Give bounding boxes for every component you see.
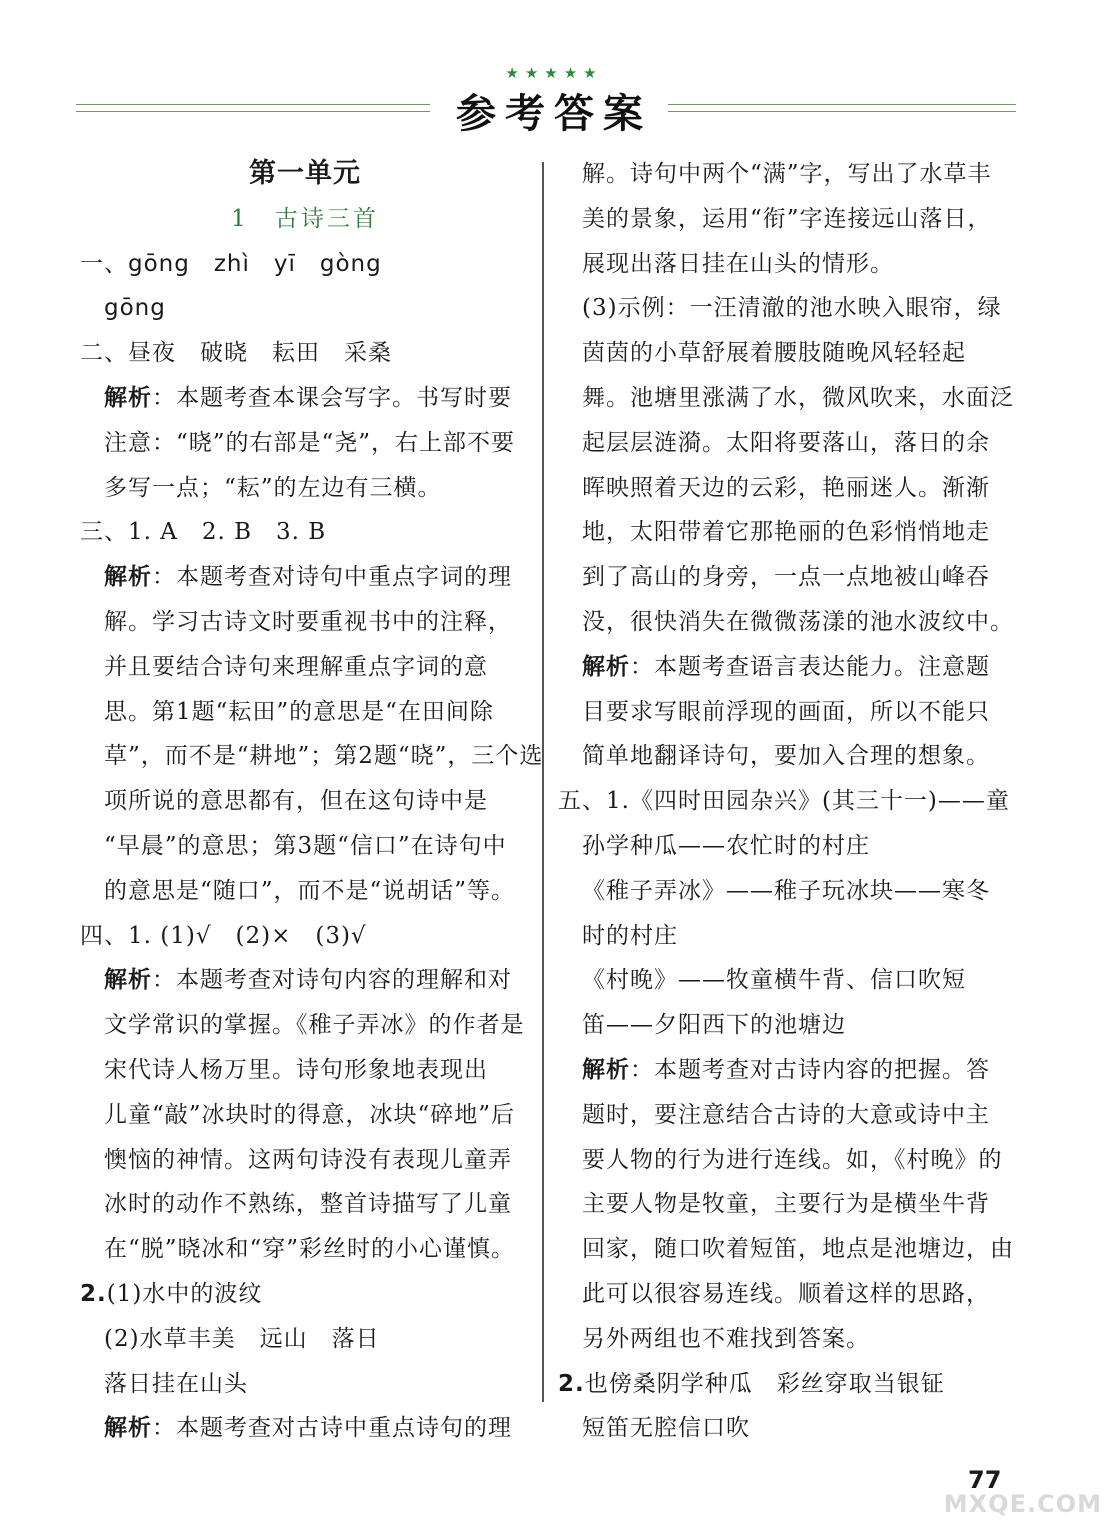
- answer-text: 另外两组也不难找到答案。: [582, 1325, 870, 1352]
- answer-line: [558, 331, 1032, 376]
- answer-line: [558, 1048, 1032, 1093]
- answer-line: [558, 645, 1032, 690]
- answer-line: [80, 914, 530, 959]
- answer-text: 也傍桑阴学种瓜 彩丝穿取当银钲: [584, 1370, 945, 1397]
- page-number: 77: [968, 1466, 1002, 1494]
- answer-text: 题时，要注意结合古诗的大意或诗中主: [582, 1101, 990, 1128]
- answer-text: 《村晚》——牧童横牛背、信口吹短: [582, 967, 966, 994]
- answer-line: [80, 734, 544, 779]
- answer-text: ：本题考查语言表达能力。注意题: [630, 653, 990, 680]
- watermark-logo: MXQE.COM: [943, 1490, 1102, 1518]
- analysis-label: 解析: [582, 1056, 630, 1083]
- answer-line: [558, 466, 1032, 511]
- answer-line: [558, 600, 1032, 645]
- answer-line: [80, 1003, 530, 1048]
- answer-text: 并且要结合诗句来理解重点字词的意: [104, 653, 488, 680]
- answer-text: 要人物的行为进行连线。如，《村晚》的: [582, 1146, 1003, 1173]
- answer-line: [558, 914, 1032, 959]
- answer-line: [80, 286, 530, 331]
- answer-line: [80, 645, 530, 690]
- answer-text: 宋代诗人杨万里。诗句形象地表现出: [104, 1056, 488, 1083]
- answer-line: [80, 242, 530, 287]
- analysis-label: 解析: [582, 653, 630, 680]
- answer-line: [558, 555, 1032, 600]
- answer-text: 解。诗句中两个“满”字，写出了水草丰: [582, 161, 992, 187]
- answer-text: “早晨”的意思；第3题“信口”在诗句中: [104, 832, 507, 859]
- answer-line: [80, 958, 530, 1003]
- answer-text: 茵茵的小草舒展着腰肢随晚风轻轻起: [582, 340, 966, 367]
- question-label: 三、: [80, 519, 128, 546]
- answer-text: 1.《四时田园杂兴》(其三十一)——童: [606, 788, 1010, 815]
- answer-line: [558, 242, 1032, 287]
- left-column: [80, 152, 544, 1451]
- answer-line: [80, 1182, 530, 1227]
- answer-text: 文学常识的掌握。《稚子弄冰》的作者是: [104, 1012, 525, 1039]
- answer-text: 孙学种瓜——农忙时的村庄: [582, 832, 870, 859]
- answer-text: ：本题考查对诗句中重点字词的理: [152, 564, 512, 591]
- answer-line: [80, 869, 530, 914]
- answer-text: ：本题考查对古诗中重点诗句的理: [152, 1415, 512, 1442]
- answer-text: 项所说的意思都有，但在这句诗中是: [104, 788, 488, 815]
- answer-text: 思。第1题“耘田”的意思是“在田间除: [104, 698, 494, 725]
- answer-line: [80, 466, 530, 511]
- answer-line: [558, 1362, 1032, 1407]
- answer-text: 懊恼的神情。这两句诗没有表现儿童弄: [104, 1146, 512, 1173]
- answer-text: 昼夜 破晓 耘田 采桑: [128, 340, 392, 367]
- answer-text: 在“脱”晓冰和“穿”彩丝时的小心谨慎。: [104, 1236, 516, 1263]
- answer-text: (3)示例：一汪清澈的池水映入眼帘，绿: [582, 295, 1002, 322]
- answer-text: 主要人物是牧童，主要行为是横坐牛背: [582, 1191, 990, 1218]
- answer-text: ：本题考查对诗句内容的理解和对: [152, 967, 512, 994]
- answer-text: 到了高山的身旁，一点一点地被山峰吞: [582, 564, 990, 591]
- answer-text: 解。学习古诗文时要重视书中的注释，: [104, 608, 512, 635]
- answer-line: [80, 1048, 530, 1093]
- analysis-label: 解析: [104, 1415, 152, 1442]
- answer-text: 回家，随口吹着短笛，地点是池塘边，由: [582, 1236, 1014, 1263]
- answer-text: 美的景象，运用“衔”字连接远山落日，: [582, 205, 992, 232]
- answer-text: (1)水中的波纹: [106, 1280, 263, 1307]
- lesson-heading: [80, 197, 530, 242]
- answer-text: 1. A 2. B 3. B: [128, 519, 327, 546]
- question-label: 2.: [558, 1370, 585, 1397]
- answer-text: 目要求写眼前浮现的画面，所以不能只: [582, 698, 990, 725]
- answer-line: [558, 152, 1032, 197]
- answer-text: (2)水草丰美 远山 落日: [104, 1325, 380, 1352]
- answer-text: 舞。池塘里涨满了水，微风吹来，水面泛: [582, 384, 1014, 411]
- question-label: 二、: [80, 340, 128, 367]
- header-stars: ★★★★★: [505, 64, 603, 82]
- answer-line: [558, 1093, 1032, 1138]
- answer-line: [558, 421, 1032, 466]
- answer-line: [558, 376, 1032, 421]
- answer-text: 《稚子弄冰》——稚子玩冰块——寒冬: [582, 877, 990, 904]
- answer-text: 落日挂在山头: [104, 1370, 248, 1397]
- question-label: 2.: [80, 1280, 107, 1307]
- answer-text: ：本题考查对古诗内容的把握。答: [630, 1056, 990, 1083]
- answer-text: ：本题考查本课会写字。书写时要: [152, 384, 512, 411]
- column-divider: [542, 162, 544, 1402]
- answer-text: 此可以很容易连线。顺着这样的思路，: [582, 1280, 990, 1307]
- answer-line: [558, 824, 1032, 869]
- question-label: 一、: [80, 250, 128, 277]
- left-answer-lines: [80, 242, 544, 1452]
- answer-text: 时的村庄: [582, 922, 678, 949]
- answer-text: 儿童“敲”冰块时的得意，冰块“碎地”后: [104, 1101, 516, 1128]
- answer-text: 没，很快消失在微微荡漾的池水波纹中。: [582, 608, 1014, 635]
- answer-line: [558, 286, 1032, 331]
- answer-line: [558, 1182, 1032, 1227]
- answer-text: 简单地翻译诗句，要加入合理的想象。: [582, 743, 990, 770]
- answer-line: [80, 555, 530, 600]
- answer-line: [80, 331, 530, 376]
- answer-text: 的意思是“随口”，而不是“说胡话”等。: [104, 877, 516, 904]
- analysis-label: 解析: [104, 967, 152, 994]
- answer-text: 1. (1)√ (2)× (3)√: [128, 922, 367, 949]
- answer-line: [558, 510, 1032, 555]
- answer-line: [80, 376, 530, 421]
- answer-text: 短笛无腔信口吹: [582, 1415, 750, 1442]
- answer-line: [80, 510, 530, 555]
- answer-text: 冰时的动作不熟练，整首诗描写了儿童: [104, 1191, 512, 1218]
- answer-line: [80, 421, 530, 466]
- answer-text: gōng: [104, 295, 166, 322]
- answer-text: 晖映照着天边的云彩，艳丽迷人。渐渐: [582, 474, 990, 501]
- unit-title: 第一单元: [249, 158, 361, 189]
- answer-line: [558, 1317, 1032, 1362]
- right-column: [558, 152, 1032, 1451]
- question-label: 四、: [80, 922, 128, 949]
- answer-line: [558, 1138, 1032, 1183]
- answer-line: [80, 1406, 530, 1451]
- page-title: 参考答案: [456, 91, 652, 137]
- question-label: 五、: [558, 788, 606, 815]
- answer-line: [558, 869, 1032, 914]
- analysis-label: 解析: [104, 564, 152, 591]
- answer-line: [558, 690, 1032, 735]
- answer-text: 注意：“晓”的右部是“尧”，右上部不要: [104, 429, 516, 456]
- analysis-label: 解析: [104, 384, 152, 411]
- answer-line: [80, 1272, 530, 1317]
- answer-text: 地，太阳带着它那艳丽的色彩悄悄地走: [582, 519, 990, 546]
- answer-line: [80, 1227, 530, 1272]
- answer-line: [558, 958, 1032, 1003]
- answer-text: 笛——夕阳西下的池塘边: [582, 1012, 846, 1039]
- answer-line: [80, 600, 530, 645]
- lesson-number: 1: [231, 205, 249, 232]
- answer-text: 草”，而不是“耕地”；第2题“晓”，三个选: [104, 743, 544, 770]
- answer-line: [80, 1317, 530, 1362]
- answer-line: [80, 1138, 530, 1183]
- answer-text: 多写一点；“耘”的左边有三横。: [104, 474, 442, 501]
- answer-line: [558, 1406, 1032, 1451]
- answer-text: 展现出落日挂在山头的情形。: [582, 250, 894, 277]
- answer-line: [80, 1362, 530, 1407]
- answer-line: [80, 1093, 530, 1138]
- lesson-title: 古诗三首: [274, 205, 379, 232]
- answer-line: [558, 779, 1032, 824]
- answer-line: [80, 824, 530, 869]
- right-answer-lines: [558, 152, 1032, 1451]
- answer-line: [558, 1272, 1032, 1317]
- answer-line: [558, 1003, 1032, 1048]
- answer-text: gōng zhì yī gòng: [128, 250, 382, 277]
- answer-line: [80, 690, 530, 735]
- answer-line: [80, 779, 530, 824]
- answer-line: [558, 734, 1032, 779]
- answer-line: [558, 1227, 1032, 1272]
- answer-line: [558, 197, 1032, 242]
- answer-text: 起层层涟漪。太阳将要落山，落日的余: [582, 429, 990, 456]
